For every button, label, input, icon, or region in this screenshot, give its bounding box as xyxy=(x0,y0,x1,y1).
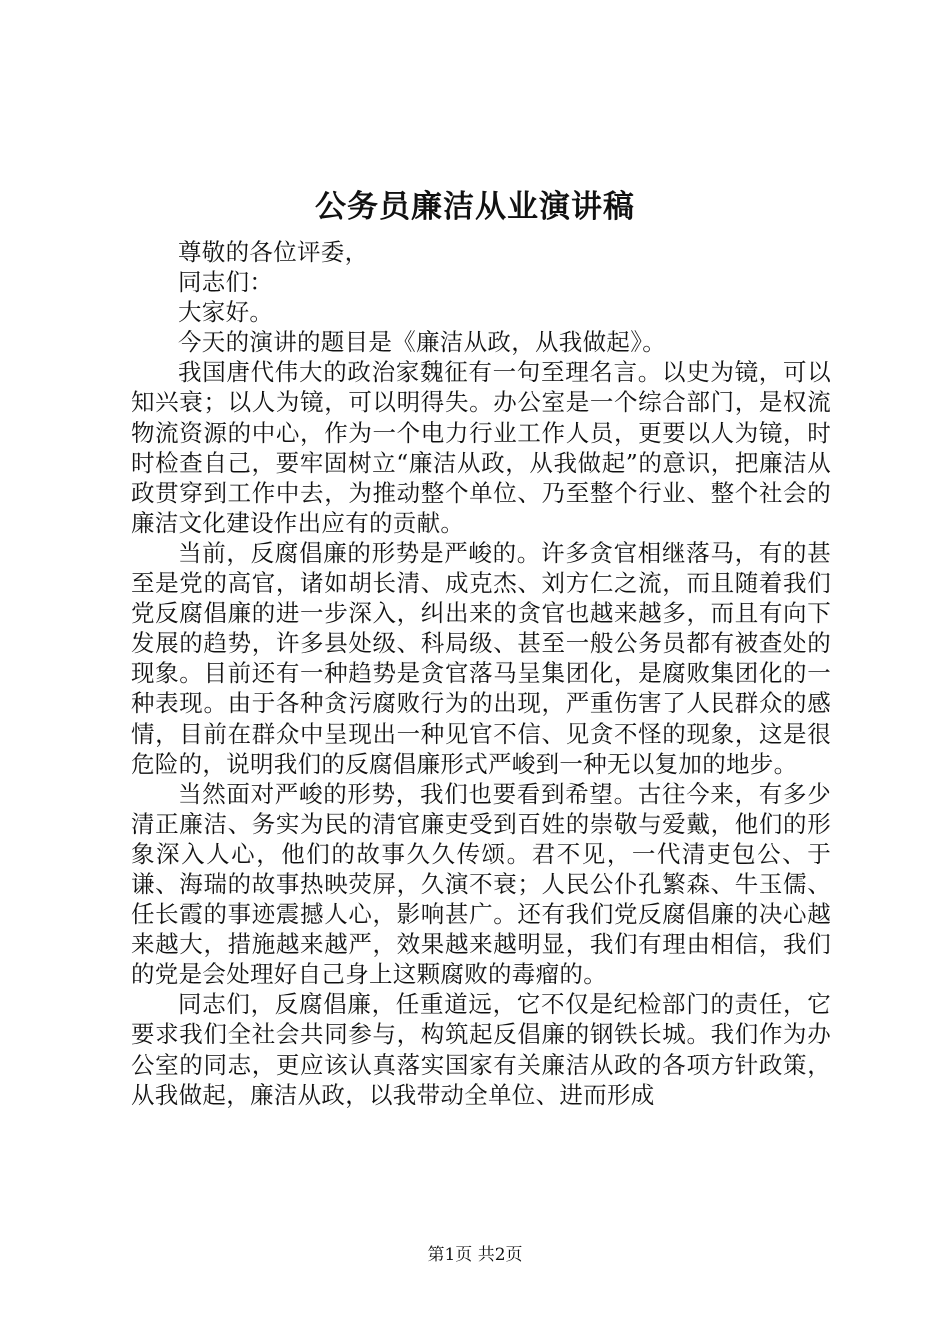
salutation-comrades: 同志们： xyxy=(178,268,274,297)
speech-topic: 今天的演讲的题目是《廉洁从政，从我做起》。 xyxy=(178,328,667,357)
paragraph: 当然面对严峻的形势，我们也要看到希望。古往今来，有多少清正廉洁、务实为民的清官廉吏受到百姓的崇敬与爱戴，他们的形象深入人心，他们的故事久久传颂。君不见，一代清吏包公、于谦、海瑞的故事热映荧屏，久演不衰；人民公仆孔繁森、牛玉儒、任长霞的事迹震撼人心，影响甚广。还有我们党反腐倡廉的决心越来越大，措施越来越严，效果越来越明显，我们有理由相信，我们的党是会处理好自己身上这颗腐败的毒瘤的。 xyxy=(131,779,831,989)
document-title: 公务员廉洁从业演讲稿 xyxy=(315,189,635,225)
greeting: 大家好。 xyxy=(178,298,274,327)
salutation-judges: 尊敬的各位评委， xyxy=(178,238,369,266)
page-footer: 第1页 共2页 xyxy=(427,1245,523,1265)
paragraph: 同志们，反腐倡廉，任重道远，它不仅是纪检部门的责任，它要求我们全社会共同参与，构筑起反倡廉的钢铁长城。我们作为办公室的同志，更应该认真落实国家有关廉洁从政的各项方针政策，从我做起，廉洁从政，以我带动全单位、进而形成 xyxy=(131,990,831,1109)
paragraph: 当前，反腐倡廉的形势是严峻的。许多贪官相继落马，有的甚至是党的高官，诸如胡长清、成克杰、刘方仁之流，而且随着我们党反腐倡廉的进一步深入，纠出来的贪官也越来越多，而且有向下发展的趋势，许多县处级、科局级、甚至一般公务员都有被查处的现象。目前还有一种趋势是贪官落马呈集团化，是腐败集团化的一种表现。由于各种贪污腐败行为的出现，严重伤害了人民群众的感情，目前在群众中呈现出一种见官不信、见贪不怪的现象，这是很危险的，说明我们的反腐倡廉形式严峻到一种无以复加的地步。 xyxy=(131,538,831,778)
document-body xyxy=(131,237,831,1110)
paragraph: 我国唐代伟大的政治家魏征有一句至理名言。以史为镜，可以知兴衰；以人为镜，可以明得失。办公室是一个综合部门，是权流物流资源的中心，作为一个电力行业工作人员，更要以人为镜，时时检查自己，要牢固树立“廉洁从政，从我做起”的意识，把廉洁从政贯穿到工作中去，为推动整个单位、乃至整个行业、整个社会的廉洁文化建设作出应有的贡献。 xyxy=(131,358,831,537)
